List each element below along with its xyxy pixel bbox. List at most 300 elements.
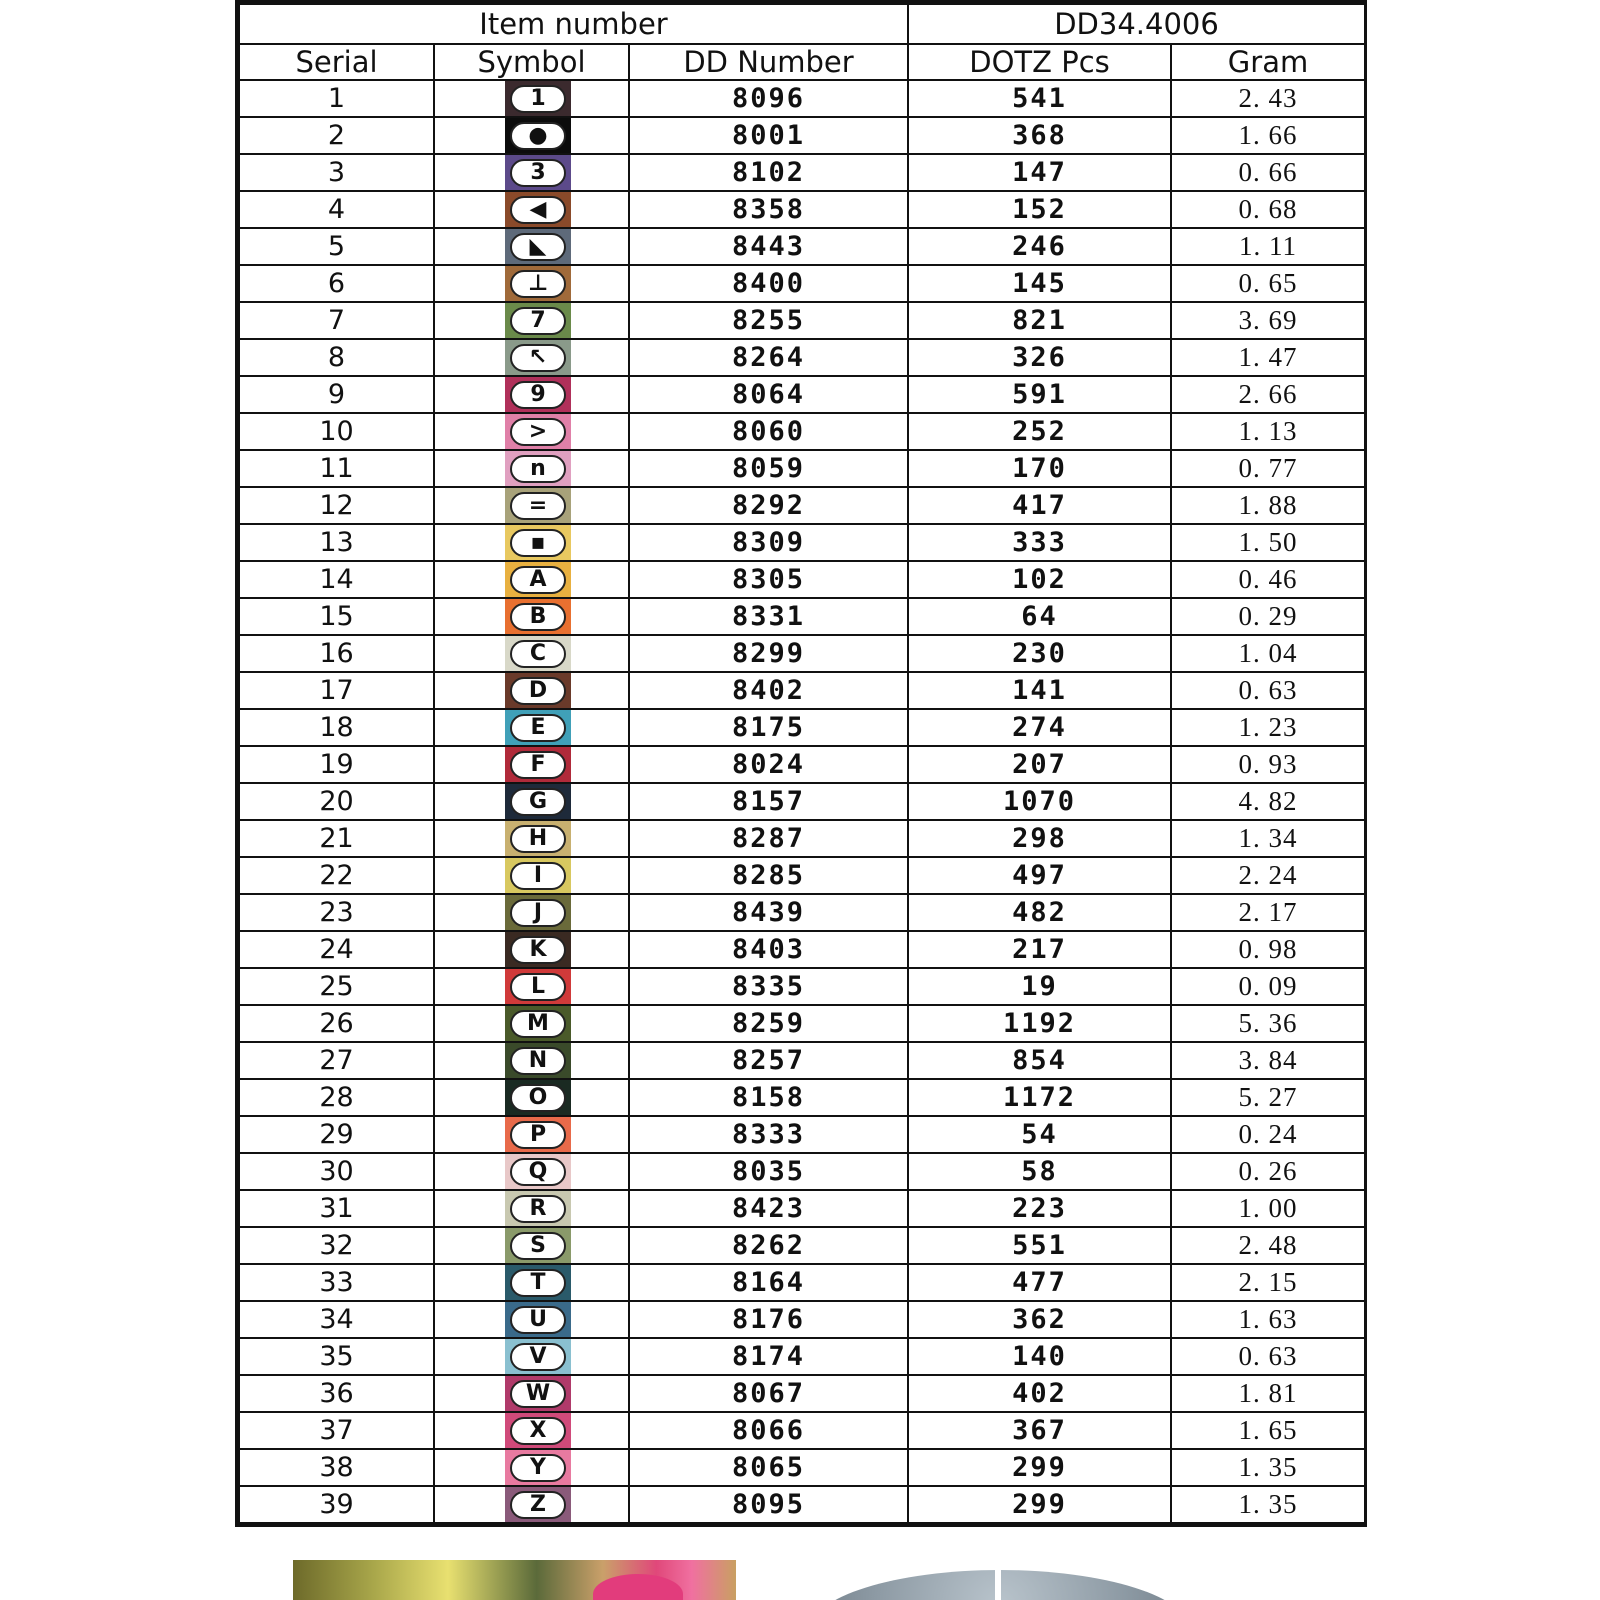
dotz-pcs-cell: 326 <box>908 339 1171 376</box>
table-row <box>239 709 1365 746</box>
serial-cell: 29 <box>239 1116 434 1153</box>
dotz-pcs-cell: 64 <box>908 598 1171 635</box>
serial-cell: 7 <box>239 302 434 339</box>
gram-header: Gram <box>1171 44 1365 80</box>
color-swatch <box>505 525 571 560</box>
dd-number-cell: 8060 <box>629 413 908 450</box>
dotz-pcs-cell: 140 <box>908 1338 1171 1375</box>
dd-number-cell: 8174 <box>629 1338 908 1375</box>
symbol-cell <box>434 1486 629 1523</box>
dotz-pcs-header: DOTZ Pcs <box>908 44 1171 80</box>
gram-cell: 3. 84 <box>1171 1042 1365 1079</box>
color-swatch <box>505 303 571 338</box>
gram-cell: 1. 11 <box>1171 228 1365 265</box>
color-rows <box>239 80 1365 1523</box>
dotz-pcs-cell: 497 <box>908 857 1171 894</box>
dotz-pcs-cell: 223 <box>908 1190 1171 1227</box>
gram-cell: 2. 43 <box>1171 80 1365 117</box>
symbol-cell <box>434 80 629 117</box>
color-swatch <box>505 1339 571 1374</box>
serial-cell: 6 <box>239 265 434 302</box>
dotz-pcs-cell: 217 <box>908 931 1171 968</box>
serial-cell: 33 <box>239 1264 434 1301</box>
gram-cell: 0. 98 <box>1171 931 1365 968</box>
color-swatch <box>505 1302 571 1337</box>
table-row <box>239 1486 1365 1523</box>
gram-cell: 2. 15 <box>1171 1264 1365 1301</box>
dotz-pcs-cell: 551 <box>908 1227 1171 1264</box>
serial-cell: 36 <box>239 1375 434 1412</box>
table-row <box>239 339 1365 376</box>
serial-cell: 15 <box>239 598 434 635</box>
serial-cell: 8 <box>239 339 434 376</box>
symbol-badge: W <box>510 1380 566 1408</box>
serial-cell: 26 <box>239 1005 434 1042</box>
symbol-cell <box>434 968 629 1005</box>
symbol-cell <box>434 228 629 265</box>
dd-number-header: DD Number <box>629 44 908 80</box>
serial-cell: 37 <box>239 1412 434 1449</box>
table-row <box>239 228 1365 265</box>
table-row <box>239 191 1365 228</box>
dotz-pcs-cell: 58 <box>908 1153 1171 1190</box>
dd-number-cell: 8423 <box>629 1190 908 1227</box>
dd-number-cell: 8065 <box>629 1449 908 1486</box>
gram-cell: 0. 29 <box>1171 598 1365 635</box>
symbol-badge: E <box>510 714 566 742</box>
gram-cell: 0. 93 <box>1171 746 1365 783</box>
symbol-badge: I <box>510 862 566 890</box>
dd-number-cell: 8157 <box>629 783 908 820</box>
table-row <box>239 117 1365 154</box>
gram-cell: 1. 88 <box>1171 487 1365 524</box>
symbol-badge: 7 <box>510 307 566 335</box>
dd-number-cell: 8158 <box>629 1079 908 1116</box>
table-row <box>239 413 1365 450</box>
dotz-pcs-cell: 145 <box>908 265 1171 302</box>
color-chart-table <box>235 0 1367 1527</box>
symbol-badge: Z <box>510 1491 566 1519</box>
color-swatch <box>505 1228 571 1263</box>
color-swatch <box>505 414 571 449</box>
item-number-row <box>239 4 1365 44</box>
symbol-badge: U <box>510 1306 566 1334</box>
symbol-header: Symbol <box>434 44 629 80</box>
color-swatch <box>505 1117 571 1152</box>
dotz-pcs-cell: 147 <box>908 154 1171 191</box>
dotz-pcs-cell: 54 <box>908 1116 1171 1153</box>
color-swatch <box>505 747 571 782</box>
table-row <box>239 1449 1365 1486</box>
symbol-badge: X <box>510 1417 566 1445</box>
symbol-cell <box>434 598 629 635</box>
dotz-pcs-cell: 230 <box>908 635 1171 672</box>
serial-cell: 22 <box>239 857 434 894</box>
dotz-pcs-cell: 141 <box>908 672 1171 709</box>
gram-cell: 1. 00 <box>1171 1190 1365 1227</box>
color-swatch <box>505 192 571 227</box>
table-row <box>239 1375 1365 1412</box>
symbol-badge: L <box>510 973 566 1001</box>
dotz-pcs-cell: 482 <box>908 894 1171 931</box>
table-row <box>239 746 1365 783</box>
dotz-pcs-cell: 298 <box>908 820 1171 857</box>
symbol-badge: 9 <box>510 381 566 409</box>
color-swatch <box>505 599 571 634</box>
symbol-cell <box>434 117 629 154</box>
gram-cell: 0. 26 <box>1171 1153 1365 1190</box>
dotz-pcs-cell: 362 <box>908 1301 1171 1338</box>
color-swatch <box>505 451 571 486</box>
item-number-value: DD34.4006 <box>908 4 1365 44</box>
dd-number-cell: 8064 <box>629 376 908 413</box>
symbol-cell <box>434 894 629 931</box>
gram-cell: 0. 63 <box>1171 1338 1365 1375</box>
table-row <box>239 1227 1365 1264</box>
symbol-cell <box>434 1412 629 1449</box>
symbol-cell <box>434 635 629 672</box>
symbol-badge: > <box>510 418 566 446</box>
dotz-pcs-cell: 821 <box>908 302 1171 339</box>
gram-cell: 1. 13 <box>1171 413 1365 450</box>
symbol-cell <box>434 1042 629 1079</box>
symbol-cell <box>434 1153 629 1190</box>
dd-number-cell: 8102 <box>629 154 908 191</box>
color-swatch <box>505 1191 571 1226</box>
gram-cell: 1. 34 <box>1171 820 1365 857</box>
color-swatch <box>505 377 571 412</box>
serial-cell: 23 <box>239 894 434 931</box>
dotz-pcs-cell: 1192 <box>908 1005 1171 1042</box>
gram-cell: 2. 66 <box>1171 376 1365 413</box>
serial-cell: 17 <box>239 672 434 709</box>
symbol-cell <box>434 1375 629 1412</box>
dotz-pcs-cell: 252 <box>908 413 1171 450</box>
gram-cell: 2. 17 <box>1171 894 1365 931</box>
gram-cell: 1. 23 <box>1171 709 1365 746</box>
serial-cell: 32 <box>239 1227 434 1264</box>
serial-cell: 5 <box>239 228 434 265</box>
color-swatch <box>505 155 571 190</box>
dd-number-cell: 8287 <box>629 820 908 857</box>
gram-cell: 0. 24 <box>1171 1116 1365 1153</box>
table-row <box>239 80 1365 117</box>
serial-cell: 30 <box>239 1153 434 1190</box>
serial-cell: 14 <box>239 561 434 598</box>
dotz-pcs-cell: 170 <box>908 450 1171 487</box>
table-row <box>239 598 1365 635</box>
symbol-badge: ◣ <box>510 233 566 261</box>
color-swatch <box>505 340 571 375</box>
dd-number-cell: 8059 <box>629 450 908 487</box>
symbol-badge: = <box>510 492 566 520</box>
symbol-badge: D <box>510 677 566 705</box>
table-row <box>239 561 1365 598</box>
serial-cell: 27 <box>239 1042 434 1079</box>
symbol-badge: M <box>510 1010 566 1038</box>
serial-header: Serial <box>239 44 434 80</box>
gram-cell: 1. 65 <box>1171 1412 1365 1449</box>
gram-cell: 0. 68 <box>1171 191 1365 228</box>
dotz-pcs-cell: 591 <box>908 376 1171 413</box>
symbol-badge: N <box>510 1047 566 1075</box>
symbol-badge: K <box>510 936 566 964</box>
table-row <box>239 1338 1365 1375</box>
symbol-badge: A <box>510 566 566 594</box>
table-row <box>239 1301 1365 1338</box>
color-swatch <box>505 1265 571 1300</box>
symbol-badge: O <box>510 1084 566 1112</box>
symbol-badge: ◀ <box>510 196 566 224</box>
symbol-badge: ↖ <box>510 344 566 372</box>
symbol-badge: n <box>510 455 566 483</box>
symbol-badge: P <box>510 1121 566 1149</box>
dotz-pcs-cell: 19 <box>908 968 1171 1005</box>
gram-cell: 1. 35 <box>1171 1449 1365 1486</box>
serial-cell: 20 <box>239 783 434 820</box>
dotz-pcs-cell: 299 <box>908 1449 1171 1486</box>
color-swatch <box>505 1450 571 1485</box>
symbol-cell <box>434 1301 629 1338</box>
dd-number-cell: 8443 <box>629 228 908 265</box>
table-row <box>239 1042 1365 1079</box>
table-row <box>239 1190 1365 1227</box>
gram-cell: 4. 82 <box>1171 783 1365 820</box>
gram-cell: 0. 77 <box>1171 450 1365 487</box>
dotz-pcs-cell: 299 <box>908 1486 1171 1523</box>
dd-number-cell: 8164 <box>629 1264 908 1301</box>
table-row <box>239 1153 1365 1190</box>
symbol-cell <box>434 746 629 783</box>
serial-cell: 24 <box>239 931 434 968</box>
dotz-pcs-cell: 854 <box>908 1042 1171 1079</box>
serial-cell: 12 <box>239 487 434 524</box>
color-swatch <box>505 932 571 967</box>
gram-cell: 2. 48 <box>1171 1227 1365 1264</box>
gram-cell: 0. 09 <box>1171 968 1365 1005</box>
table-row <box>239 968 1365 1005</box>
gram-cell: 1. 50 <box>1171 524 1365 561</box>
color-swatch <box>505 1080 571 1115</box>
dd-number-cell: 8299 <box>629 635 908 672</box>
table-row <box>239 1079 1365 1116</box>
symbol-badge: H <box>510 825 566 853</box>
symbol-cell <box>434 265 629 302</box>
table-row <box>239 1116 1365 1153</box>
table-row <box>239 820 1365 857</box>
serial-cell: 28 <box>239 1079 434 1116</box>
symbol-badge: V <box>510 1343 566 1371</box>
serial-cell: 11 <box>239 450 434 487</box>
symbol-cell <box>434 1338 629 1375</box>
dd-number-cell: 8001 <box>629 117 908 154</box>
gram-cell: 1. 66 <box>1171 117 1365 154</box>
serial-cell: 31 <box>239 1190 434 1227</box>
dotz-pcs-cell: 207 <box>908 746 1171 783</box>
symbol-cell <box>434 561 629 598</box>
color-swatch <box>505 81 571 116</box>
gram-cell: 1. 81 <box>1171 1375 1365 1412</box>
symbol-cell <box>434 339 629 376</box>
serial-cell: 3 <box>239 154 434 191</box>
table-row <box>239 1005 1365 1042</box>
dotz-pcs-cell: 102 <box>908 561 1171 598</box>
dd-number-cell: 8403 <box>629 931 908 968</box>
table-row <box>239 857 1365 894</box>
serial-cell: 35 <box>239 1338 434 1375</box>
symbol-badge: ⊥ <box>510 270 566 298</box>
color-swatch <box>505 969 571 1004</box>
gram-cell: 5. 27 <box>1171 1079 1365 1116</box>
dd-number-cell: 8292 <box>629 487 908 524</box>
color-swatch <box>505 636 571 671</box>
dd-number-cell: 8257 <box>629 1042 908 1079</box>
symbol-badge: ▪ <box>510 529 566 557</box>
dd-number-cell: 8259 <box>629 1005 908 1042</box>
dotz-pcs-cell: 402 <box>908 1375 1171 1412</box>
symbol-cell <box>434 672 629 709</box>
gram-cell: 1. 47 <box>1171 339 1365 376</box>
tray-divider <box>995 1568 1001 1600</box>
symbol-cell <box>434 191 629 228</box>
color-swatch <box>505 1487 571 1522</box>
table-row <box>239 487 1365 524</box>
table-row <box>239 931 1365 968</box>
serial-cell: 13 <box>239 524 434 561</box>
dd-number-cell: 8402 <box>629 672 908 709</box>
dd-number-cell: 8400 <box>629 265 908 302</box>
serial-cell: 25 <box>239 968 434 1005</box>
table-row <box>239 672 1365 709</box>
table-row <box>239 154 1365 191</box>
color-swatch <box>505 488 571 523</box>
color-swatch <box>505 784 571 819</box>
dotz-pcs-cell: 368 <box>908 117 1171 154</box>
symbol-cell <box>434 1079 629 1116</box>
table-row <box>239 265 1365 302</box>
gram-cell: 0. 65 <box>1171 265 1365 302</box>
serial-cell: 21 <box>239 820 434 857</box>
dd-number-cell: 8176 <box>629 1301 908 1338</box>
serial-cell: 1 <box>239 80 434 117</box>
symbol-cell <box>434 1449 629 1486</box>
color-swatch <box>505 1413 571 1448</box>
color-swatch <box>505 710 571 745</box>
symbol-cell <box>434 931 629 968</box>
serial-cell: 18 <box>239 709 434 746</box>
symbol-cell <box>434 154 629 191</box>
dd-number-cell: 8035 <box>629 1153 908 1190</box>
item-number-label: Item number <box>239 4 908 44</box>
table-row <box>239 302 1365 339</box>
symbol-badge: R <box>510 1195 566 1223</box>
table-row <box>239 783 1365 820</box>
dd-number-cell: 8264 <box>629 339 908 376</box>
symbol-cell <box>434 1005 629 1042</box>
symbol-badge: Q <box>510 1158 566 1186</box>
symbol-badge: S <box>510 1232 566 1260</box>
serial-cell: 10 <box>239 413 434 450</box>
color-swatch <box>505 821 571 856</box>
gram-cell: 0. 63 <box>1171 672 1365 709</box>
gram-cell: 3. 69 <box>1171 302 1365 339</box>
dotz-pcs-cell: 246 <box>908 228 1171 265</box>
dd-number-cell: 8066 <box>629 1412 908 1449</box>
symbol-badge: 1 <box>510 85 566 113</box>
dd-number-cell: 8305 <box>629 561 908 598</box>
serial-cell: 39 <box>239 1486 434 1523</box>
symbol-badge: F <box>510 751 566 779</box>
symbol-cell <box>434 820 629 857</box>
column-header-row <box>239 44 1365 80</box>
symbol-cell <box>434 1227 629 1264</box>
table-row <box>239 524 1365 561</box>
dd-number-cell: 8095 <box>629 1486 908 1523</box>
color-swatch <box>505 118 571 153</box>
color-swatch <box>505 266 571 301</box>
symbol-badge: G <box>510 788 566 816</box>
serial-cell: 4 <box>239 191 434 228</box>
serial-cell: 38 <box>239 1449 434 1486</box>
table-row <box>239 635 1365 672</box>
gram-cell: 2. 24 <box>1171 857 1365 894</box>
color-swatch <box>505 895 571 930</box>
color-swatch <box>505 858 571 893</box>
drill-beads-photo <box>810 1560 1190 1600</box>
dotz-pcs-cell: 477 <box>908 1264 1171 1301</box>
gram-cell: 1. 35 <box>1171 1486 1365 1523</box>
symbol-badge: Y <box>510 1454 566 1482</box>
symbol-cell <box>434 1190 629 1227</box>
gram-cell: 0. 46 <box>1171 561 1365 598</box>
gram-cell: 0. 66 <box>1171 154 1365 191</box>
table-row <box>239 450 1365 487</box>
dotz-pcs-cell: 274 <box>908 709 1171 746</box>
symbol-cell <box>434 1116 629 1153</box>
dd-number-cell: 8255 <box>629 302 908 339</box>
symbol-cell <box>434 709 629 746</box>
dd-number-cell: 8333 <box>629 1116 908 1153</box>
dotz-pcs-cell: 1070 <box>908 783 1171 820</box>
serial-cell: 34 <box>239 1301 434 1338</box>
serial-cell: 9 <box>239 376 434 413</box>
symbol-badge: B <box>510 603 566 631</box>
symbol-badge: J <box>510 899 566 927</box>
dotz-pcs-cell: 152 <box>908 191 1171 228</box>
symbol-badge: ● <box>510 122 566 150</box>
table-row <box>239 1264 1365 1301</box>
lotus-flower-shape <box>593 1574 683 1600</box>
dotz-pcs-cell: 367 <box>908 1412 1171 1449</box>
dd-number-cell: 8439 <box>629 894 908 931</box>
symbol-cell <box>434 450 629 487</box>
symbol-cell <box>434 487 629 524</box>
gram-cell: 1. 63 <box>1171 1301 1365 1338</box>
symbol-badge: C <box>510 640 566 668</box>
symbol-badge: 3 <box>510 159 566 187</box>
gram-cell: 1. 04 <box>1171 635 1365 672</box>
symbol-cell <box>434 413 629 450</box>
color-swatch <box>505 673 571 708</box>
color-swatch <box>505 562 571 597</box>
dotz-pcs-cell: 541 <box>908 80 1171 117</box>
symbol-cell <box>434 783 629 820</box>
dd-number-cell: 8067 <box>629 1375 908 1412</box>
dd-number-cell: 8331 <box>629 598 908 635</box>
dd-number-cell: 8024 <box>629 746 908 783</box>
table-row <box>239 1412 1365 1449</box>
color-swatch <box>505 1043 571 1078</box>
